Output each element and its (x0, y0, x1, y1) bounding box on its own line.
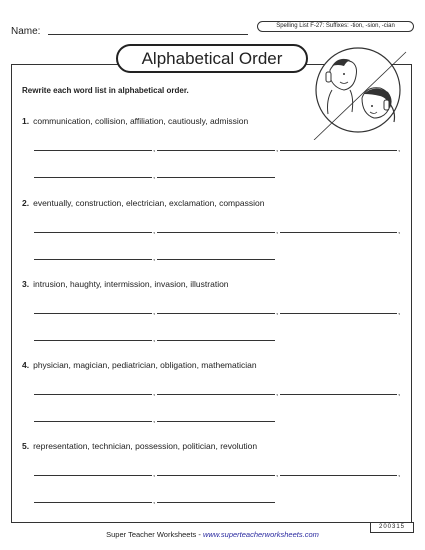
answer-line[interactable] (34, 313, 152, 314)
answer-line[interactable] (280, 150, 397, 151)
comma-separator: , (153, 469, 156, 478)
question-number: 2. (22, 198, 30, 208)
answer-line[interactable] (157, 177, 275, 178)
comma-separator: , (398, 469, 401, 478)
question-1 (22, 116, 248, 126)
answer-line[interactable] (280, 394, 397, 395)
question-words: representation, technician, possession, politician, revolution (33, 441, 258, 451)
answer-line[interactable] (280, 232, 397, 233)
answer-line[interactable] (157, 475, 275, 476)
question-number: 1. (22, 116, 30, 126)
comma-separator: , (276, 469, 279, 478)
footer-url[interactable]: www.superteacherworksheets.com (202, 530, 319, 539)
comma-separator: , (153, 334, 156, 343)
page-title: Alphabetical Order (116, 44, 308, 73)
question-words: physician, magician, pediatrician, obligation, mathematician (33, 360, 257, 370)
question-3 (22, 279, 229, 289)
answer-line[interactable] (157, 150, 275, 151)
comma-separator: , (398, 144, 401, 153)
answer-line[interactable] (34, 502, 152, 503)
answer-line[interactable] (280, 475, 397, 476)
spelling-list-tag: Spelling List F-27: Suffixes: -tion, -sion, -cian (257, 21, 414, 32)
answer-line[interactable] (34, 394, 152, 395)
comma-separator: , (153, 144, 156, 153)
answer-line[interactable] (34, 340, 152, 341)
answer-line[interactable] (34, 177, 152, 178)
answer-line[interactable] (280, 313, 397, 314)
name-label: Name: (11, 26, 41, 37)
comma-separator: , (276, 307, 279, 316)
question-words: eventually, construction, electrician, exclamation, compassion (33, 198, 265, 208)
answer-line[interactable] (34, 475, 152, 476)
answer-line[interactable] (157, 313, 275, 314)
answer-line[interactable] (157, 421, 275, 422)
answer-line[interactable] (157, 232, 275, 233)
answer-line[interactable] (34, 150, 152, 151)
footer-brand: Super Teacher Worksheets - (106, 530, 203, 539)
answer-line[interactable] (157, 259, 275, 260)
name-line[interactable] (48, 34, 248, 35)
question-words: intrusion, haughty, intermission, invasion, illustration (33, 279, 229, 289)
comma-separator: , (153, 171, 156, 180)
question-words: communication, collision, affiliation, cautiously, admission (33, 116, 249, 126)
question-number: 4. (22, 360, 30, 370)
comma-separator: , (276, 144, 279, 153)
answer-line[interactable] (157, 502, 275, 503)
answer-line[interactable] (157, 340, 275, 341)
question-number: 3. (22, 279, 30, 289)
answer-line[interactable] (34, 232, 152, 233)
answer-line[interactable] (34, 421, 152, 422)
comma-separator: , (153, 253, 156, 262)
question-number: 5. (22, 441, 30, 451)
comma-separator: , (398, 226, 401, 235)
footer (0, 530, 425, 539)
question-5 (22, 441, 257, 451)
comma-separator: , (398, 307, 401, 316)
answer-line[interactable] (157, 394, 275, 395)
question-4 (22, 360, 257, 370)
comma-separator: , (153, 388, 156, 397)
question-2 (22, 198, 264, 208)
comma-separator: , (276, 226, 279, 235)
two-children-talking-on-phone-icon (300, 40, 412, 140)
answer-line[interactable] (34, 259, 152, 260)
comma-separator: , (153, 307, 156, 316)
comma-separator: , (398, 388, 401, 397)
worksheet-code: 200315 (370, 522, 414, 533)
comma-separator: , (153, 226, 156, 235)
comma-separator: , (153, 415, 156, 424)
instructions: Rewrite each word list in alphabetical order. (22, 86, 189, 95)
comma-separator: , (153, 496, 156, 505)
comma-separator: , (276, 388, 279, 397)
